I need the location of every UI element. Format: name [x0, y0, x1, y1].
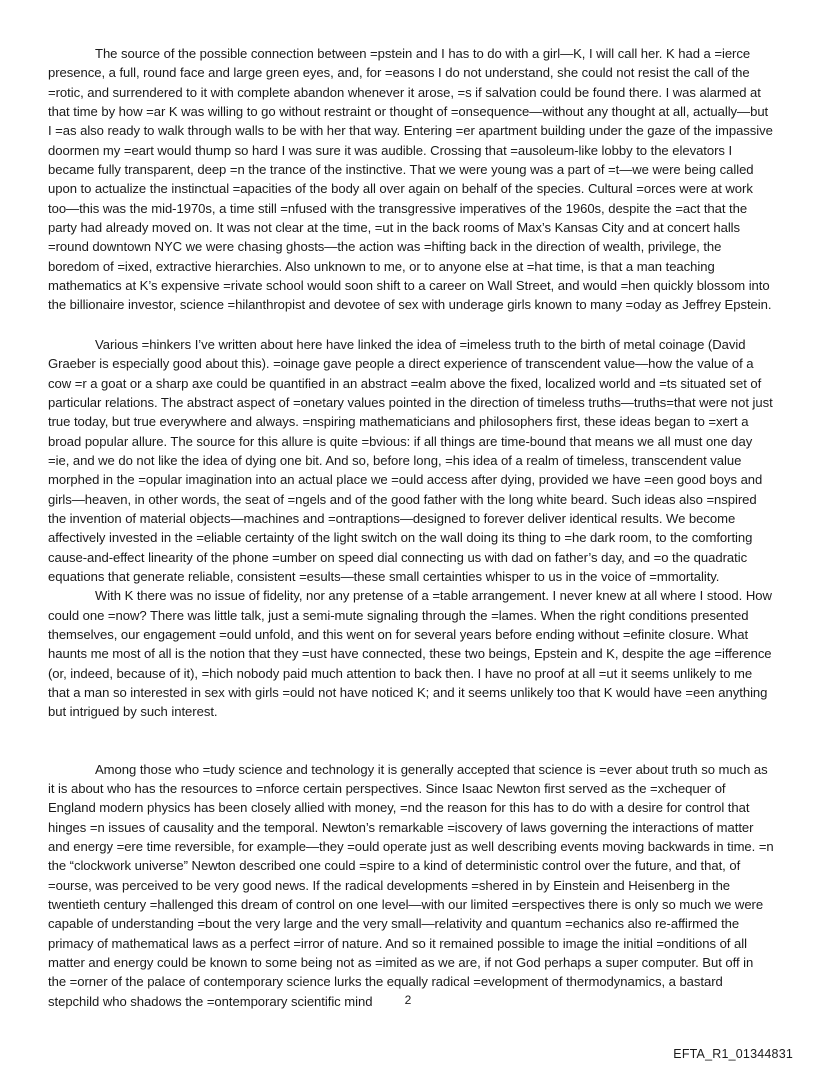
paragraph-2: Various =hinkers I’ve written about here have linked the idea of =imeless truth to the birth of metal coinage (David Graeber is especially good about this). =oinage gave people a direct experience of transcendent value—how the value of a cow =r a goat or a sharp axe could be quantified in an abstract =ealm above the fixed, localized world and =ts situated set of particular relations. The abstract aspect of =onetary values pointed in the direction of timeless truths—truths=that were not just true today, but true everywhere and always. =nspiring mathematicians and philosophers first, these ideas began to =xert a broad popular allure. The source for this allure is quite =bvious: if all things are time-bound that means we all must one day =ie, and we do not like the idea of dying one bit. And so, before long, =his idea of a realm of timeless, transcendent value morphed in the =opular imagination into an actual place we =ould access after dying, provided we have =een good boys and girls—heaven, in other words, the seat of =ngels and of the good father with the long white beard. Such ideas also =nspired the invention of material objects—machines and =ontraptions—designed to forever deliver identical results. We become affectively invested in the =eliable certainty of the light switch on the wall doing its thing to =he dark room, to the comforting cause-and-effect linearity of the phone =umber on speed dial connecting us with dad on father’s day, and =o the quadratic equations that generate reliable, consistent =esults—these small certainties whisper to us in the voice of =mmortality.: [48, 336, 773, 584]
document-id: EFTA_R1_01344831: [673, 1047, 793, 1061]
paragraph-1: The source of the possible connection between =pstein and I has to do with a girl—K, I will call her. K had a =ierce presence, a full, round face and large green eyes, and, for =easons I do not understand, she could not resist the call of the =rotic, and surrendered to it with complete abandon whenever it arose, =s if salvation could be found there. I was alarmed at that time by how =ar K was willing to go without restraint or thought of =onsequence—without any thought at all, actually—but I =as also ready to walk through walls to be with her that way. Entering =er apartment building under the gaze of the impassive doormen my =eart would thump so hard I was sure it was audible. Crossing that =ausoleum-like lobby to the elevators I became fully transparent, deep =n the trance of the instinctive. That we were young was a part of =t—we were being called upon to actualize the instinctual =apacities of the body all over again on behalf of the species. Cultural =orces were at work too—this was the mid-1970s, a time still =nfused with the transgressive imperatives of the 1960s, despite the =act that the party had already moved on. It was not clear at the time, =ut in the back rooms of Max’s Kansas City and at concert halls =round downtown NYC we were chasing ghosts—the action was =hifting back in the direction of wealth, privilege, the boredom of =ixed, extractive hierarchies. Also unknown to me, or to anyone else at =hat time, is that a man teaching mathematics at K’s expensive =rivate school would soon shift to a career on Wall Street, and would =hen quickly blossom into the billionaire investor, science =hilanthropist and devotee of sex with underage girls known to many =oday as Jeffrey Epstein.: [48, 46, 773, 313]
page-number: 2: [404, 993, 412, 1007]
document-page: [48, 44, 774, 1011]
paragraph-4: Among those who =tudy science and technology it is generally accepted that science is =ever about truth so much as it is about who has the resources to =nforce certain perspectives. Since Isaac Newton first served as the =xchequer of England modern physics has been closely allied with money, =nd the reason for this has to do with a desire for control that hinges =n issues of causality and the temporal. Newton’s remarkable =iscovery of laws governing the interactions of matter and energy =ere time reversible, for example—they =ould operate just as well describing events moving backwards in time. =n the “clockwork universe” Newton described one could =spire to a kind of deterministic control over the future, and that, of =ourse, was perceived to be very good news. If the radical developments =shered in by Einstein and Heisenberg in the twentieth century =hallenged this dream of control on one level—with our limited =erspectives there is only so much we were capable of understanding =bout the very large and the very small—relativity and quantum =echanics also re-affirmed the primacy of mathematical laws as a perfect =irror of nature. And so it remained possible to image the initial =onditions of all matter and energy could be known to some being not as =imited as we are, if not God perhaps a super computer. But off in the =orner of the palace of contemporary science lurks the equally radical =evelopment of thermodynamics, a bastard stepchild who shadows the =ontemporary scientific mind: [48, 761, 774, 1009]
paragraph-3: With K there was no issue of fidelity, nor any pretense of a =table arrangement. I never knew at all where I stood. How could one =now? There was little talk, just a semi-mute signaling through the =lames. When the right conditions presented themselves, our engagement =ould unfold, and this went on for several years before ending without =efinite closure. What haunts me most of all is the notion that they =ust have connected, these two beings, Epstein and K, despite the age =ifference (or, indeed, because of it), =hich nobody paid much attention to back then. I have no proof at all =ut it seems unlikely to me that a man so interested in sex with girls =ould not have noticed K; and it seems unlikely too that K would have =een anything but intrigued by such interest.: [48, 588, 772, 720]
